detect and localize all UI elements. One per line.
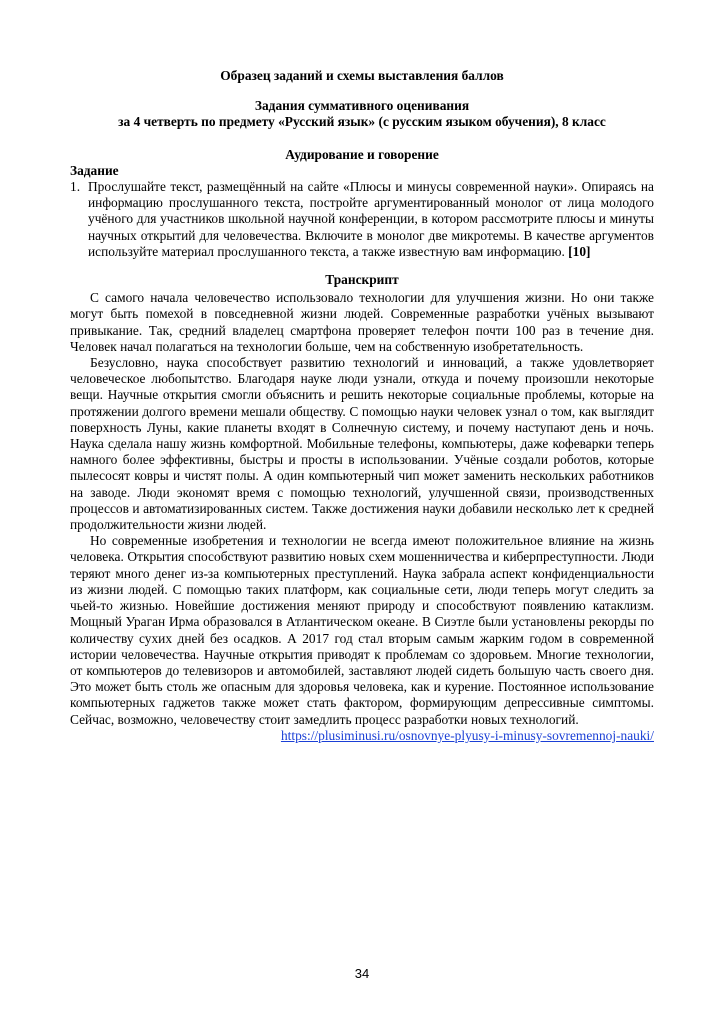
section-title: Аудирование и говорение	[285, 146, 439, 162]
task-points: [10]	[568, 243, 591, 259]
transcript-paragraph-3: Но современные изобретения и технологии не всегда имеют положительное влияние на жизнь человека. Открытия способствуют развитию новых схем мошенничества и киберпреступности. Люди теряют много денег из-за компьютерных преступлений. Наука забрала аспект конфиденциальности из жизни людей. С помощью таких платформ, как социальные сети, люди теперь могут следить за чьей-то жизнью. Новейшие достижения меняют природу и способствуют появлению катаклизм. Мощный Ураган Ирма образовался в Атлантическом океане. В Сиэтле были установлены рекорды по количеству сухих дней без осадков. А 2017 год стал вторым самым жарким годом в современной истории человечества. Научные открытия приводят к проблемам со здоровьем. Многие технологии, от компьютеров до телевизоров и автомобилей, заставляют людей сидеть большую часть своего дня. Это может быть столь же опасным для здоровья человека, как и курение. Постоянное использование компьютерных гаджетов также может стать фактором, формирующим депрессивные симптомы. Сейчас, возможно, человечеству стоит замедлить процесс разработки новых технологий.	[70, 533, 654, 727]
task-item	[70, 179, 654, 260]
task-text-block	[88, 179, 654, 260]
page-number: 34	[354, 966, 370, 981]
document-body	[70, 68, 654, 744]
task-number: 1.	[70, 179, 81, 195]
source-line	[70, 728, 654, 744]
assessment-subtitle: за 4 четверть по предмету «Русский язык» (с русским языком обучения), 8 класс	[118, 114, 606, 130]
task-text: Прослушайте текст, размещённый на сайте «Плюсы и минусы современной науки». Опираясь на информацию прослушанного текста, постройте аргументированный монолог от лица молодого учёного для участников школьной научной конференции, в котором рассмотрите плюсы и минуты научных открытий для человечества. Включите в монолог две микротемы. В качестве аргументов используйте материал прослушанного текста, а также известную вам информацию.	[88, 179, 654, 259]
transcript-paragraph-2: Безусловно, наука способствует развитию технологий и инноваций, а также удовлетворяет человеческое любопытство. Благодаря науке люди узнали, откуда и почему произошли некоторые вещи. Научные открытия смогли объяснить и решить некоторые социальные проблемы, которые на протяжении долгого времени мешали обществу. С помощью науки человек узнал о том, как выглядит поверхность Луны, какие планеты входят в Солнечную систему, и почему наступают день и ночь. Наука сделала нашу жизнь комфортной. Мобильные телефоны, компьютеры, даже кофеварки теперь намного более эффективны, быстры и просты в использовании. Учёные создали роботов, которые пылесосят ковры и чистят полы. А один компьютерный чип может заменить нескольких работников на заводе. Люди экономят время с помощью технологий, улучшенной связи, производственных процессов и автоматизированных систем. Также достижения науки добавили несколько лет к средней продолжительности жизни людей.	[70, 355, 654, 533]
source-link[interactable]: https://plusiminusi.ru/osnovnye-plyusy-i-minusy-sovremennoj-nauki/	[280, 727, 654, 743]
transcript-title: Транскрипт	[325, 272, 399, 288]
assessment-title: Задания суммативного оценивания	[254, 98, 470, 114]
transcript-paragraph-1: С самого начала человечество использовало технологии для улучшения жизни. Но они также могут быть помехой в повседневной жизни людей. Современные разработки учёных вызывают привыкание. Так, средний владелец смартфона проверяет телефон почти 100 раз в течение дня. Человек начал полагаться на технологии больше, чем на собственную изобретательность.	[70, 290, 654, 354]
task-heading: Задание	[70, 162, 119, 178]
document-title: Образец заданий и схемы выставления баллов	[220, 68, 504, 83]
